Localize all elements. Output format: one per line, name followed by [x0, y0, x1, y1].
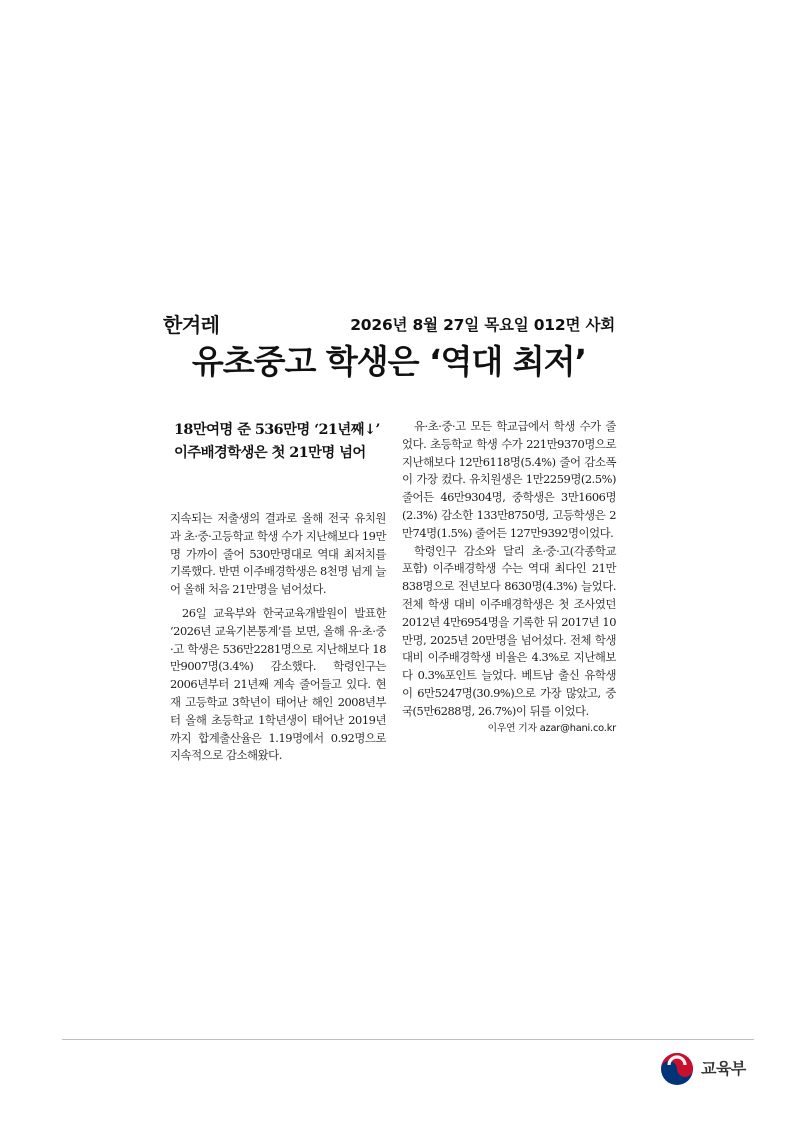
article-column-left [170, 418, 386, 765]
article-column-right [402, 418, 616, 736]
article-paragraph: 지속되는 저출생의 결과로 올해 전국 유치원과 초·중·고등학교 학생 수가 지난해보다 19만명 가까이 줄어 530만명대로 역대 최저치를 기록했다. 반면 이주배경학생은 8천명 넘게 늘어 올해 처음 21만명을 넘어섰다. [170, 511, 386, 597]
subheadline-line: 이주배경학생은 첫 21만명 넘어 [174, 444, 366, 461]
article-paragraph: 유·초·중·고 모든 학교급에서 학생 수가 줄었다. 초등학교 학생 수가 221만9370명으로 지난해보다 12만6118명(5.4%) 줄어 감소폭이 가장 컸다. 유치원생은 1만2259명(2.5%) 줄어든 46만9304명, 중학생은 3만1606명(2.3%) 감소한 133만8750명, 고등학생은 2만74명(1.5%) 줄어든 127만9392명이었다. [402, 419, 616, 540]
subheadline-line: 18만여명 준 536만명 ‘21년째↓’ [174, 421, 380, 438]
newspaper-logo: 한겨레 [163, 313, 220, 337]
footer-divider [62, 1039, 754, 1040]
ministry-logo [659, 1050, 759, 1090]
ministry-name: 교육부 [701, 1059, 746, 1078]
issue-dateline: 2026년 8월 27일 목요일 012면 사회 [350, 316, 615, 334]
article-subheadline [174, 418, 386, 464]
article-byline: 이우연 기자 azar@hani.co.kr [487, 722, 616, 734]
article-paragraph: 학령인구 감소와 달리 초·중·고(각종학교 포함) 이주배경학생 수는 역대 최다인 21만838명으로 전년보다 8630명(4.3%) 늘었다. 전체 학생 대비 이주배경학생은 첫 조사였던 2012년 4만6954명을 기록한 뒤 2017년 10만명, 2025년 20만명을 넘어섰다. 전체 학생 대비 이주배경학생 비율은 4.3%로 지난해보다 0.3%포인트 늘었다. 베트남 출신 유학생이 6만5247명(30.9%)으로 가장 많았고, 중국(5만6288명, 26.7%)이 뒤를 이었다. [402, 543, 616, 718]
taegeuk-emblem-icon [659, 1051, 695, 1087]
article-headline: 유초중고 학생은 ‘역대 최저’ [191, 342, 587, 381]
article-paragraph: 26일 교육부와 한국교육개발원이 발표한 ‘2026년 교육기본통계’를 보면, 올해 유·초·중·고 학생은 536만2281명으로 지난해보다 18만9007명(3.4%) 감소했다. 학령인구는 2006년부터 21년째 계속 줄어들고 있다. 현재 고등학교 3학년이 태어난 해인 2008년부터 올해 초등학교 1학년생이 태어난 2019년까지 합계출산율은 1.19명에서 0.92명으로 지속적으로 감소해왔다. [170, 605, 386, 763]
newspaper-masthead [163, 312, 615, 338]
